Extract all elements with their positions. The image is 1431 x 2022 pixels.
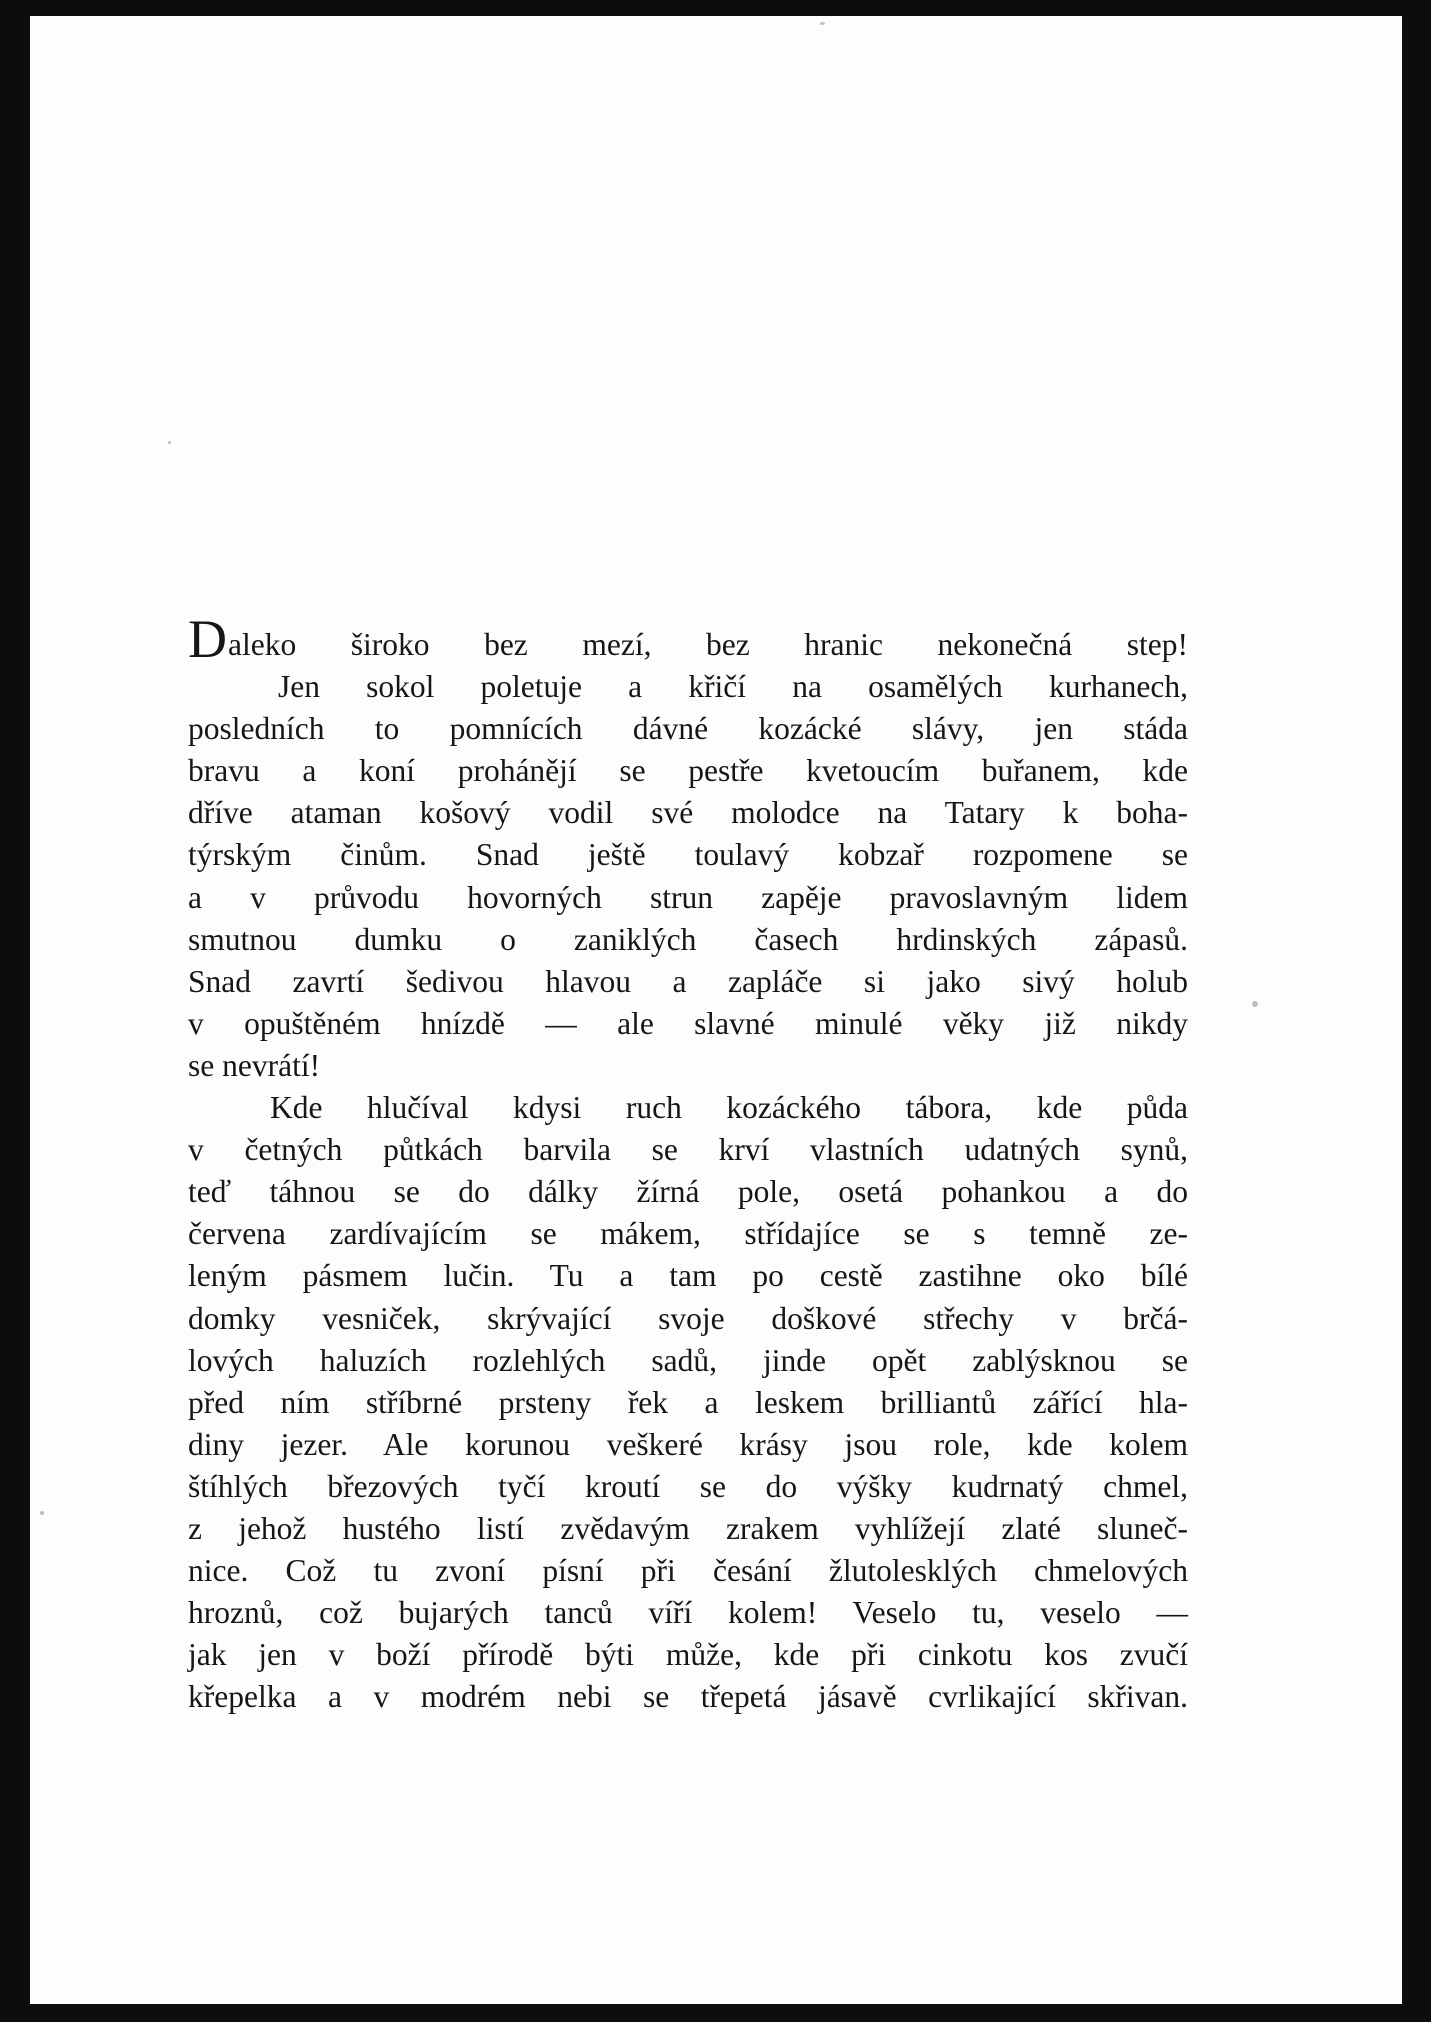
text-line: před ním stříbrné prsteny řek a leskem brilliantů zářící hla- — [188, 1384, 1188, 1420]
text-line: jak jen v boží přírodě býti může, kde při cinkotu kos zvučí — [188, 1637, 1188, 1673]
text-line: z jehož hustého listí zvědavým zrakem vyhlížejí zlaté sluneč- — [188, 1510, 1188, 1546]
paragraph-1 — [188, 609, 1188, 1087]
text-line: dříve ataman košový vodil své molodce na Tatary k boha- — [188, 795, 1188, 831]
paragraph-2 — [188, 1087, 1188, 1718]
text-line: posledních to pomnících dávné kozácké slávy, jen stáda — [188, 711, 1188, 747]
scan-border-bottom — [0, 2008, 1431, 2022]
text-line: v četných půtkách barvila se krví vlastních udatných synů, — [188, 1132, 1188, 1168]
drop-cap: D — [188, 609, 227, 669]
text-line: smutnou dumku o zaniklých časech hrdinských zápasů. — [188, 921, 1188, 957]
text-line: domky vesniček, skrývající svoje doškové střechy v brčá- — [188, 1300, 1188, 1336]
text-line: se nevrátí! — [188, 1047, 321, 1083]
text-line: Kde hlučíval kdysi ruch kozáckého tábora, kde půda — [270, 1090, 1188, 1126]
scan-border-left — [0, 0, 30, 2022]
text-line: bravu a koní prohánějí se pestře kvetoucím buřanem, kde — [188, 753, 1188, 789]
text-line: štíhlých březových tyčí kroutí se do výšky kudrnatý chmel, — [188, 1468, 1188, 1504]
scan-border-right — [1402, 0, 1431, 2022]
text-line: Jen sokol poletuje a křičí na osamělých kurhanech, — [278, 669, 1188, 705]
text-line: diny jezer. Ale korunou veškeré krásy jsou role, kde kolem — [188, 1426, 1188, 1462]
text-line: křepelka a v modrém nebi se třepetá jásavě cvrlikající skřivan. — [188, 1679, 1188, 1715]
text-line: červena zardívajícím se mákem, střídajíce se s temně ze- — [188, 1216, 1188, 1252]
text-line: nice. Což tu zvoní písní při česání žlutolesklých chmelových — [188, 1553, 1188, 1589]
text-line: teď táhnou se do dálky žírná pole, osetá pohankou a do — [188, 1174, 1188, 1210]
text-line: týrským činům. Snad ještě toulavý kobzař rozpomene se — [188, 837, 1188, 873]
text-line: a v průvodu hovorných strun zapěje pravoslavným lidem — [188, 879, 1188, 915]
text-line: v opuštěném hnízdě — ale slavné minulé věky již nikdy — [188, 1005, 1188, 1041]
scan-speck — [40, 1511, 44, 1515]
scan-border-top — [0, 0, 1431, 16]
text-line: lových haluzích rozlehlých sadů, jinde opět zablýsknou se — [188, 1342, 1188, 1378]
scan-speck — [820, 22, 825, 25]
text-line: hroznů, což bujarých tanců víří kolem! Veselo tu, veselo — — [188, 1595, 1188, 1631]
body-text — [188, 609, 1188, 1718]
text-line: Daleko široko bez mezí, bez hranic nekonečná step! — [188, 609, 1188, 669]
text-line: leným pásmem lučin. Tu a tam po cestě zastihne oko bílé — [188, 1258, 1188, 1294]
scan-speck — [168, 441, 171, 444]
scan-speck — [1252, 1001, 1258, 1007]
text-line: Snad zavrtí šedivou hlavou a zapláče si jako sivý holub — [188, 963, 1188, 999]
